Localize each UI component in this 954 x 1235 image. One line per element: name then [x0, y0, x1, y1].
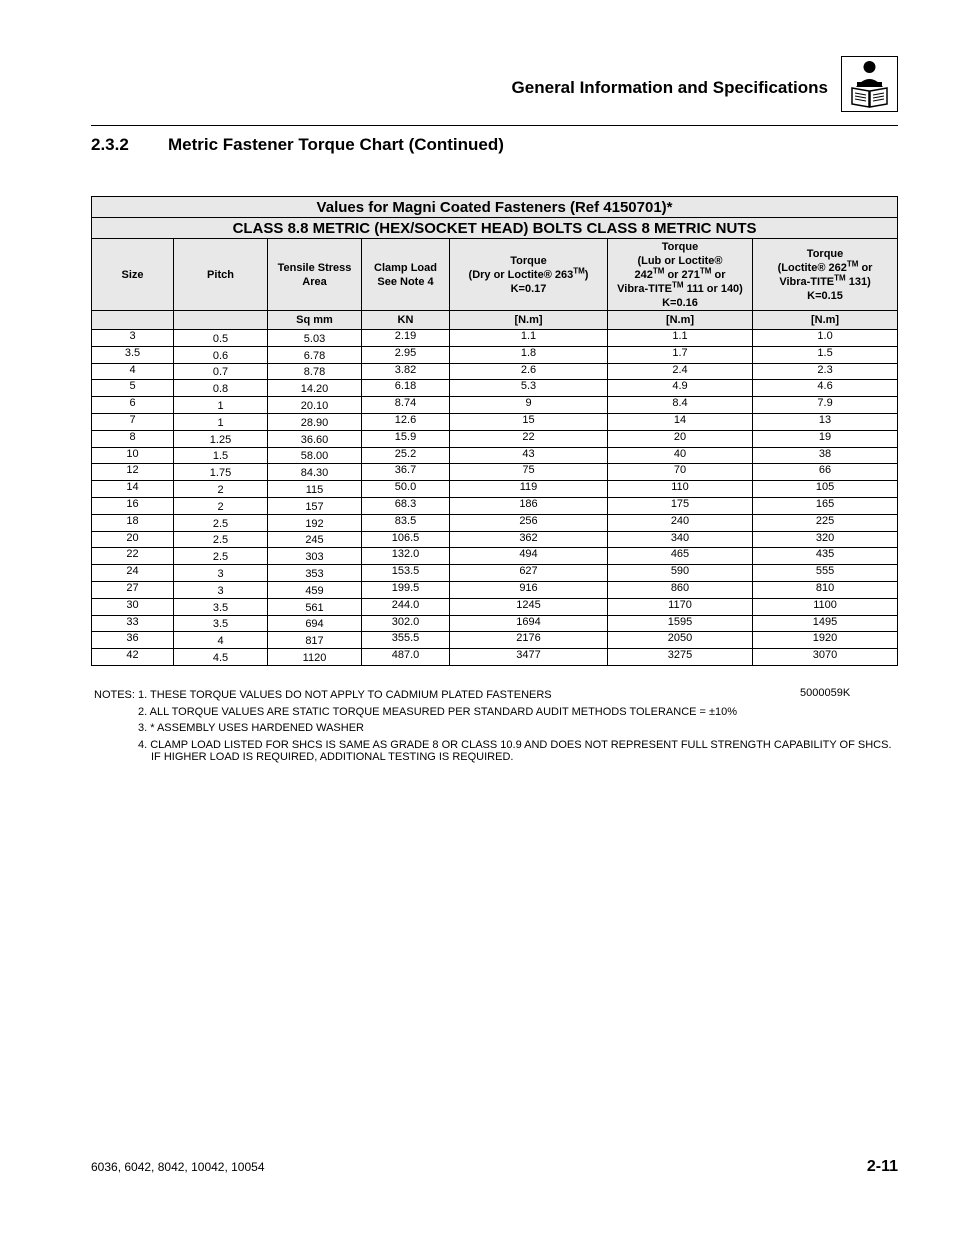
cell-pitch: 1.5 — [174, 447, 268, 464]
table-row — [92, 514, 898, 531]
cell-clamp-load: 2.19 — [362, 330, 450, 347]
header-size: Size — [92, 239, 174, 311]
header-loc-line2b: or — [858, 261, 873, 274]
cell-clamp-load: 244.0 — [362, 598, 450, 615]
cell-torque-lub: 175 — [608, 497, 753, 514]
cell-clamp-load: 153.5 — [362, 565, 450, 582]
cell-torque-loctite: 435 — [753, 548, 898, 565]
cell-pitch: 3 — [174, 565, 268, 582]
cell-size: 14 — [92, 481, 174, 498]
cell-torque-dry: 75 — [450, 464, 608, 481]
cell-tensile-area: 192 — [268, 514, 362, 531]
cell-torque-lub: 1.1 — [608, 330, 753, 347]
cell-pitch: 3 — [174, 581, 268, 598]
trademark-mark: TM — [834, 272, 846, 282]
cell-torque-lub: 110 — [608, 481, 753, 498]
cell-torque-lub: 2.4 — [608, 363, 753, 380]
cell-torque-lub: 340 — [608, 531, 753, 548]
table-row — [92, 413, 898, 430]
document-number: 5000059K — [800, 687, 851, 699]
header-lub-line3c: or — [711, 268, 726, 281]
cell-size: 6 — [92, 397, 174, 414]
cell-size: 30 — [92, 598, 174, 615]
table-row — [92, 330, 898, 347]
cell-torque-lub: 1595 — [608, 615, 753, 632]
cell-clamp-load: 106.5 — [362, 531, 450, 548]
table-row — [92, 548, 898, 565]
torque-chart-table — [91, 196, 898, 666]
cell-size: 33 — [92, 615, 174, 632]
cell-torque-loctite: 1.5 — [753, 346, 898, 363]
table-row — [92, 565, 898, 582]
cell-tensile-area: 36.60 — [268, 430, 362, 447]
cell-clamp-load: 12.6 — [362, 413, 450, 430]
table-row — [92, 531, 898, 548]
cell-torque-lub: 4.9 — [608, 380, 753, 397]
cell-clamp-load: 199.5 — [362, 581, 450, 598]
cell-size: 27 — [92, 581, 174, 598]
cell-pitch: 0.6 — [174, 346, 268, 363]
trademark-mark: TM — [652, 265, 665, 275]
cell-torque-dry: 186 — [450, 497, 608, 514]
cell-size: 36 — [92, 632, 174, 649]
cell-pitch: 2.5 — [174, 514, 268, 531]
cell-torque-loctite: 2.3 — [753, 363, 898, 380]
table-header-row — [92, 239, 898, 311]
cell-clamp-load: 302.0 — [362, 615, 450, 632]
cell-torque-loctite: 810 — [753, 581, 898, 598]
cell-torque-lub: 3275 — [608, 649, 753, 666]
table-row — [92, 464, 898, 481]
cell-tensile-area: 28.90 — [268, 413, 362, 430]
unit-lub: [N.m] — [608, 311, 753, 330]
cell-torque-dry: 1694 — [450, 615, 608, 632]
header-torque-lub — [608, 239, 753, 311]
cell-torque-loctite: 66 — [753, 464, 898, 481]
cell-torque-loctite: 1920 — [753, 632, 898, 649]
cell-tensile-area: 1120 — [268, 649, 362, 666]
cell-clamp-load: 132.0 — [362, 548, 450, 565]
cell-clamp-load: 6.18 — [362, 380, 450, 397]
cell-tensile-area: 157 — [268, 497, 362, 514]
cell-torque-loctite: 320 — [753, 531, 898, 548]
table-row — [92, 430, 898, 447]
cell-torque-lub: 590 — [608, 565, 753, 582]
header-lub-line3a: 242 — [634, 268, 653, 281]
table-banner-row — [92, 218, 898, 239]
page-number: 2-11 — [866, 1158, 898, 1175]
cell-torque-dry: 1245 — [450, 598, 608, 615]
section-number: 2.3.2 — [91, 135, 129, 154]
cell-torque-dry: 494 — [450, 548, 608, 565]
table-units-row — [92, 311, 898, 330]
cell-torque-loctite: 1.0 — [753, 330, 898, 347]
cell-size: 22 — [92, 548, 174, 565]
note-4-continued: IF HIGHER LOAD IS REQUIRED, ADDITIONAL TESTING IS REQUIRED. — [151, 751, 514, 763]
cell-torque-dry: 627 — [450, 565, 608, 582]
note-3: 3. * ASSEMBLY USES HARDENED WASHER — [138, 722, 364, 734]
cell-pitch: 3.5 — [174, 598, 268, 615]
unit-dry: [N.m] — [450, 311, 608, 330]
table-row — [92, 447, 898, 464]
header-dry-line2a: (Dry or Loctite® 263 — [468, 268, 574, 281]
header-tensile-stress-area — [268, 239, 362, 311]
trademark-mark: TM — [573, 265, 585, 275]
footer-model-list: 6036, 6042, 8042, 10042, 10054 — [91, 1160, 265, 1174]
cell-size: 24 — [92, 565, 174, 582]
header-loc-line2a: (Loctite® 262 — [777, 261, 847, 274]
cell-torque-lub: 2050 — [608, 632, 753, 649]
header-lub-line2: (Lub or Loctite® — [637, 254, 723, 267]
cell-size: 7 — [92, 413, 174, 430]
cell-pitch: 2 — [174, 497, 268, 514]
cell-size: 10 — [92, 447, 174, 464]
header-tensile-line2: Area — [302, 275, 327, 288]
notes-block — [94, 687, 894, 766]
table-row — [92, 581, 898, 598]
cell-torque-loctite: 105 — [753, 481, 898, 498]
cell-torque-lub: 860 — [608, 581, 753, 598]
cell-clamp-load: 15.9 — [362, 430, 450, 447]
header-torque-loctite — [753, 239, 898, 311]
cell-torque-lub: 8.4 — [608, 397, 753, 414]
cell-tensile-area: 561 — [268, 598, 362, 615]
cell-clamp-load: 36.7 — [362, 464, 450, 481]
cell-pitch: 4.5 — [174, 649, 268, 666]
cell-clamp-load: 8.74 — [362, 397, 450, 414]
cell-torque-loctite: 19 — [753, 430, 898, 447]
cell-torque-dry: 43 — [450, 447, 608, 464]
cell-torque-lub: 14 — [608, 413, 753, 430]
cell-torque-dry: 22 — [450, 430, 608, 447]
header-pitch: Pitch — [174, 239, 268, 311]
cell-torque-lub: 1170 — [608, 598, 753, 615]
header-loc-line3a: Vibra-TITE — [779, 275, 835, 288]
cell-pitch: 2.5 — [174, 548, 268, 565]
cell-tensile-area: 5.03 — [268, 330, 362, 347]
cell-torque-dry: 3477 — [450, 649, 608, 666]
cell-torque-loctite: 165 — [753, 497, 898, 514]
cell-torque-lub: 20 — [608, 430, 753, 447]
manual-reader-icon — [841, 56, 898, 112]
table-banner-bolt-class: CLASS 8.8 METRIC (HEX/SOCKET HEAD) BOLTS CLASS 8 METRIC NUTS — [92, 218, 898, 239]
table-row — [92, 649, 898, 666]
table-row — [92, 363, 898, 380]
cell-torque-dry: 15 — [450, 413, 608, 430]
header-clamp-line1: Clamp Load — [374, 261, 437, 274]
cell-size: 16 — [92, 497, 174, 514]
cell-clamp-load: 68.3 — [362, 497, 450, 514]
trademark-mark: TM — [846, 258, 859, 268]
cell-tensile-area: 817 — [268, 632, 362, 649]
cell-tensile-area: 115 — [268, 481, 362, 498]
cell-tensile-area: 20.10 — [268, 397, 362, 414]
cell-size: 4 — [92, 363, 174, 380]
cell-size: 8 — [92, 430, 174, 447]
header-clamp-line2: See Note 4 — [377, 275, 434, 288]
table-banner-row — [92, 197, 898, 218]
cell-torque-loctite: 1495 — [753, 615, 898, 632]
header-torque-dry — [450, 239, 608, 311]
cell-torque-dry: 256 — [450, 514, 608, 531]
header-tensile-line1: Tensile Stress — [277, 261, 352, 274]
cell-pitch: 0.8 — [174, 380, 268, 397]
cell-tensile-area: 84.30 — [268, 464, 362, 481]
cell-tensile-area: 245 — [268, 531, 362, 548]
cell-tensile-area: 6.78 — [268, 346, 362, 363]
cell-clamp-load: 83.5 — [362, 514, 450, 531]
header-clamp-load — [362, 239, 450, 311]
cell-torque-lub: 465 — [608, 548, 753, 565]
trademark-mark: TM — [671, 279, 684, 289]
cell-torque-dry: 119 — [450, 481, 608, 498]
header-lub-line5: K=0.16 — [662, 296, 698, 309]
cell-pitch: 1.75 — [174, 464, 268, 481]
cell-size: 20 — [92, 531, 174, 548]
header-lub-line4a: Vibra-TITE — [617, 282, 672, 295]
note-1: NOTES: 1. THESE TORQUE VALUES DO NOT APPLY TO CADMIUM PLATED FASTENERS — [94, 689, 552, 701]
table-row — [92, 397, 898, 414]
cell-clamp-load: 50.0 — [362, 481, 450, 498]
cell-size: 18 — [92, 514, 174, 531]
cell-torque-dry: 9 — [450, 397, 608, 414]
header-divider — [91, 125, 898, 126]
cell-tensile-area: 303 — [268, 548, 362, 565]
table-body — [92, 330, 898, 666]
header-loc-line1: Torque — [806, 247, 844, 260]
cell-tensile-area: 14.20 — [268, 380, 362, 397]
table-row — [92, 615, 898, 632]
unit-pitch — [174, 311, 268, 330]
cell-torque-loctite: 7.9 — [753, 397, 898, 414]
cell-tensile-area: 459 — [268, 581, 362, 598]
cell-clamp-load: 2.95 — [362, 346, 450, 363]
table-row — [92, 632, 898, 649]
cell-pitch: 1 — [174, 397, 268, 414]
header-lub-line3b: or 271 — [664, 268, 700, 281]
cell-pitch: 1 — [174, 413, 268, 430]
note-2: 2. ALL TORQUE VALUES ARE STATIC TORQUE MEASURED PER STANDARD AUDIT METHODS TOLERANCE = ±10% — [138, 705, 738, 718]
table-row — [92, 497, 898, 514]
cell-torque-lub: 40 — [608, 447, 753, 464]
cell-clamp-load: 3.82 — [362, 363, 450, 380]
cell-size: 42 — [92, 649, 174, 666]
cell-size: 5 — [92, 380, 174, 397]
table-row — [92, 380, 898, 397]
cell-pitch: 2 — [174, 481, 268, 498]
unit-size — [92, 311, 174, 330]
cell-size: 3.5 — [92, 346, 174, 363]
cell-pitch: 4 — [174, 632, 268, 649]
cell-pitch: 0.7 — [174, 363, 268, 380]
cell-pitch: 1.25 — [174, 430, 268, 447]
header-dry-line3: K=0.17 — [510, 282, 547, 295]
cell-torque-loctite: 4.6 — [753, 380, 898, 397]
header-dry-line1: Torque — [510, 254, 547, 267]
cell-pitch: 0.5 — [174, 330, 268, 347]
cell-size: 12 — [92, 464, 174, 481]
cell-torque-lub: 70 — [608, 464, 753, 481]
cell-torque-dry: 2176 — [450, 632, 608, 649]
table-row — [92, 481, 898, 498]
cell-torque-loctite: 1100 — [753, 598, 898, 615]
cell-clamp-load: 25.2 — [362, 447, 450, 464]
table-row — [92, 598, 898, 615]
header-lub-line1: Torque — [661, 240, 699, 253]
header-title: General Information and Specifications — [511, 78, 828, 97]
cell-tensile-area: 8.78 — [268, 363, 362, 380]
cell-torque-dry: 5.3 — [450, 380, 608, 397]
cell-torque-dry: 362 — [450, 531, 608, 548]
header-dry-line2b: ) — [584, 268, 589, 281]
cell-tensile-area: 58.00 — [268, 447, 362, 464]
cell-torque-lub: 1.7 — [608, 346, 753, 363]
table-banner-fastener-values: Values for Magni Coated Fasteners (Ref 4150701)* — [92, 197, 898, 218]
cell-torque-loctite: 225 — [753, 514, 898, 531]
cell-torque-dry: 1.1 — [450, 330, 608, 347]
cell-torque-lub: 240 — [608, 514, 753, 531]
table-row — [92, 346, 898, 363]
unit-loctite: [N.m] — [753, 311, 898, 330]
trademark-mark: TM — [699, 265, 712, 275]
cell-torque-loctite: 555 — [753, 565, 898, 582]
cell-torque-loctite: 3070 — [753, 649, 898, 666]
cell-torque-loctite: 38 — [753, 447, 898, 464]
note-4: 4. CLAMP LOAD LISTED FOR SHCS IS SAME AS GRADE 8 OR CLASS 10.9 AND DOES NOT REPRESENT FULL STRENGTH CAPABILITY OF SHCS. — [138, 738, 892, 751]
cell-clamp-load: 355.5 — [362, 632, 450, 649]
cell-tensile-area: 353 — [268, 565, 362, 582]
cell-pitch: 3.5 — [174, 615, 268, 632]
unit-tensile: Sq mm — [268, 311, 362, 330]
header-lub-line4b: 111 or 140) — [683, 282, 743, 295]
header-loc-line3b: 131) — [845, 275, 871, 288]
cell-size: 3 — [92, 330, 174, 347]
cell-pitch: 2.5 — [174, 531, 268, 548]
header-loc-line4: K=0.15 — [807, 289, 843, 302]
unit-clamp: KN — [362, 311, 450, 330]
cell-torque-loctite: 13 — [753, 413, 898, 430]
cell-torque-dry: 1.8 — [450, 346, 608, 363]
section-title: Metric Fastener Torque Chart (Continued) — [168, 135, 504, 154]
cell-torque-dry: 2.6 — [450, 363, 608, 380]
cell-tensile-area: 694 — [268, 615, 362, 632]
cell-torque-dry: 916 — [450, 581, 608, 598]
cell-clamp-load: 487.0 — [362, 649, 450, 666]
